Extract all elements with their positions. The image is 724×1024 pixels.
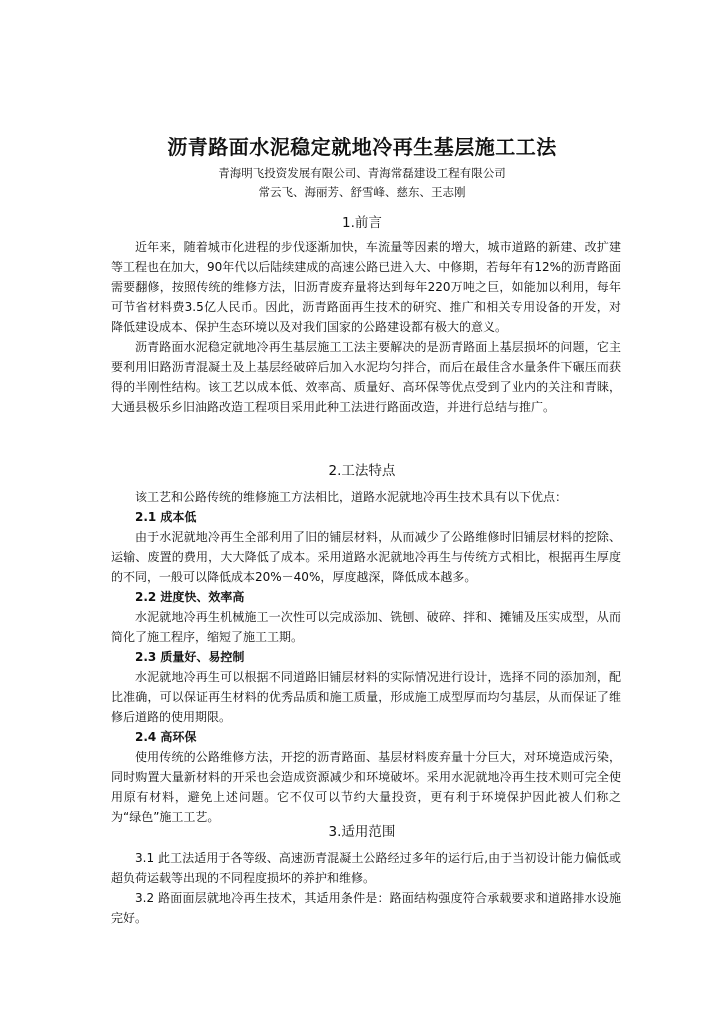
section-heading-introduction: 1.前言 xyxy=(342,215,382,231)
section-heading-scope: 3.适用范围 xyxy=(328,824,396,840)
paragraph: 3.2 路面面层就地冷再生技术，其适用条件是：路面结构强度符合承载要求和道路排水设施完好。 xyxy=(111,891,621,925)
section-body-features xyxy=(111,487,621,827)
companies-line: 青海明飞投资发展有限公司、青海常磊建设工程有限公司 xyxy=(218,166,506,180)
subheading: 2.2 进度快、效率高 xyxy=(135,590,245,604)
subheading: 2.4 高环保 xyxy=(135,730,197,744)
section-heading-features: 2.工法特点 xyxy=(328,463,396,479)
subheading: 2.1 成本低 xyxy=(135,510,197,524)
document-title: 沥青路面水泥稳定就地冷再生基层施工工法 xyxy=(167,135,557,159)
paragraph: 水泥就地冷再生机械施工一次性可以完成添加、铣刨、破碎、拌和、摊铺及压实成型，从而简化了施工程序，缩短了施工工期。 xyxy=(111,610,621,644)
paragraph: 沥青路面水泥稳定就地冷再生基层施工工法主要解决的是沥青路面上基层损坏的问题，它主要利用旧路沥青混凝土及上基层经破碎后加入水泥均匀拌合，而后在最佳含水量条件下碾压而获得的半刚性结构。该工艺以成本低、效率高、质量好、高环保等优点受到了业内的关注和青睐，大通县极乐乡旧油路改造工程项目采用此种工法进行路面改造，并进行总结与推广。 xyxy=(111,340,621,414)
authors-line: 常云飞、海丽芳、舒雪峰、慈东、王志刚 xyxy=(258,185,466,199)
paragraph: 使用传统的公路维修方法，开挖的沥青路面、基层材料废弃量十分巨大，对环境造成污染，同时购置大量新材料的开采也会造成资源减少和环境破坏。采用水泥就地冷再生技术则可完全使用原有材料，避免上述问题。它不仅可以节约大量投资，更有利于环境保护因此被人们称之为“绿色”施工工艺。 xyxy=(111,750,621,824)
paragraph: 3.1 此工法适用于各等级、高速沥青混凝土公路经过多年的运行后,由于当初设计能力偏低或超负荷运载等出现的不同程度损坏的养护和维修。 xyxy=(111,851,621,885)
section-body-scope xyxy=(111,848,621,928)
section-body-introduction xyxy=(111,237,621,417)
subheading: 2.3 质量好、易控制 xyxy=(135,650,245,664)
paragraph: 水泥就地冷再生可以根据不同道路旧铺层材料的实际情况进行设计，选择不同的添加剂，配比准确，可以保证再生材料的优秀品质和施工质量，形成施工成型厚而均匀基层，从而保证了维修后道路的使用期限。 xyxy=(111,670,621,724)
paragraph: 近年来，随着城市化进程的步伐逐渐加快，车流量等因素的增大，城市道路的新建、改扩建等工程也在加大，90年代以后陆续建成的高速公路已进入大、中修期，若每年有12%的沥青路面需要翻修，按照传统的维修方法，旧沥青废弃量将达到每年220万吨之巨，如能加以利用，每年可节省材料费3.5亿人民币。因此，沥青路面再生技术的研究、推广和相关专用设备的开发，对降低建设成本、保护生态环境以及对我们国家的公路建设都有极大的意义。 xyxy=(111,240,621,334)
paragraph: 由于水泥就地冷再生全部利用了旧的铺层材料，从而减少了公路维修时旧铺层材料的挖除、运输、废置的费用，大大降低了成本。采用道路水泥就地冷再生与传统方式相比，根据再生厚度的不同，一般可以降低成本20%－40%，厚度越深，降低成本越多。 xyxy=(111,530,621,584)
paragraph: 该工艺和公路传统的维修施工方法相比，道路水泥就地冷再生技术具有以下优点： xyxy=(135,490,568,504)
